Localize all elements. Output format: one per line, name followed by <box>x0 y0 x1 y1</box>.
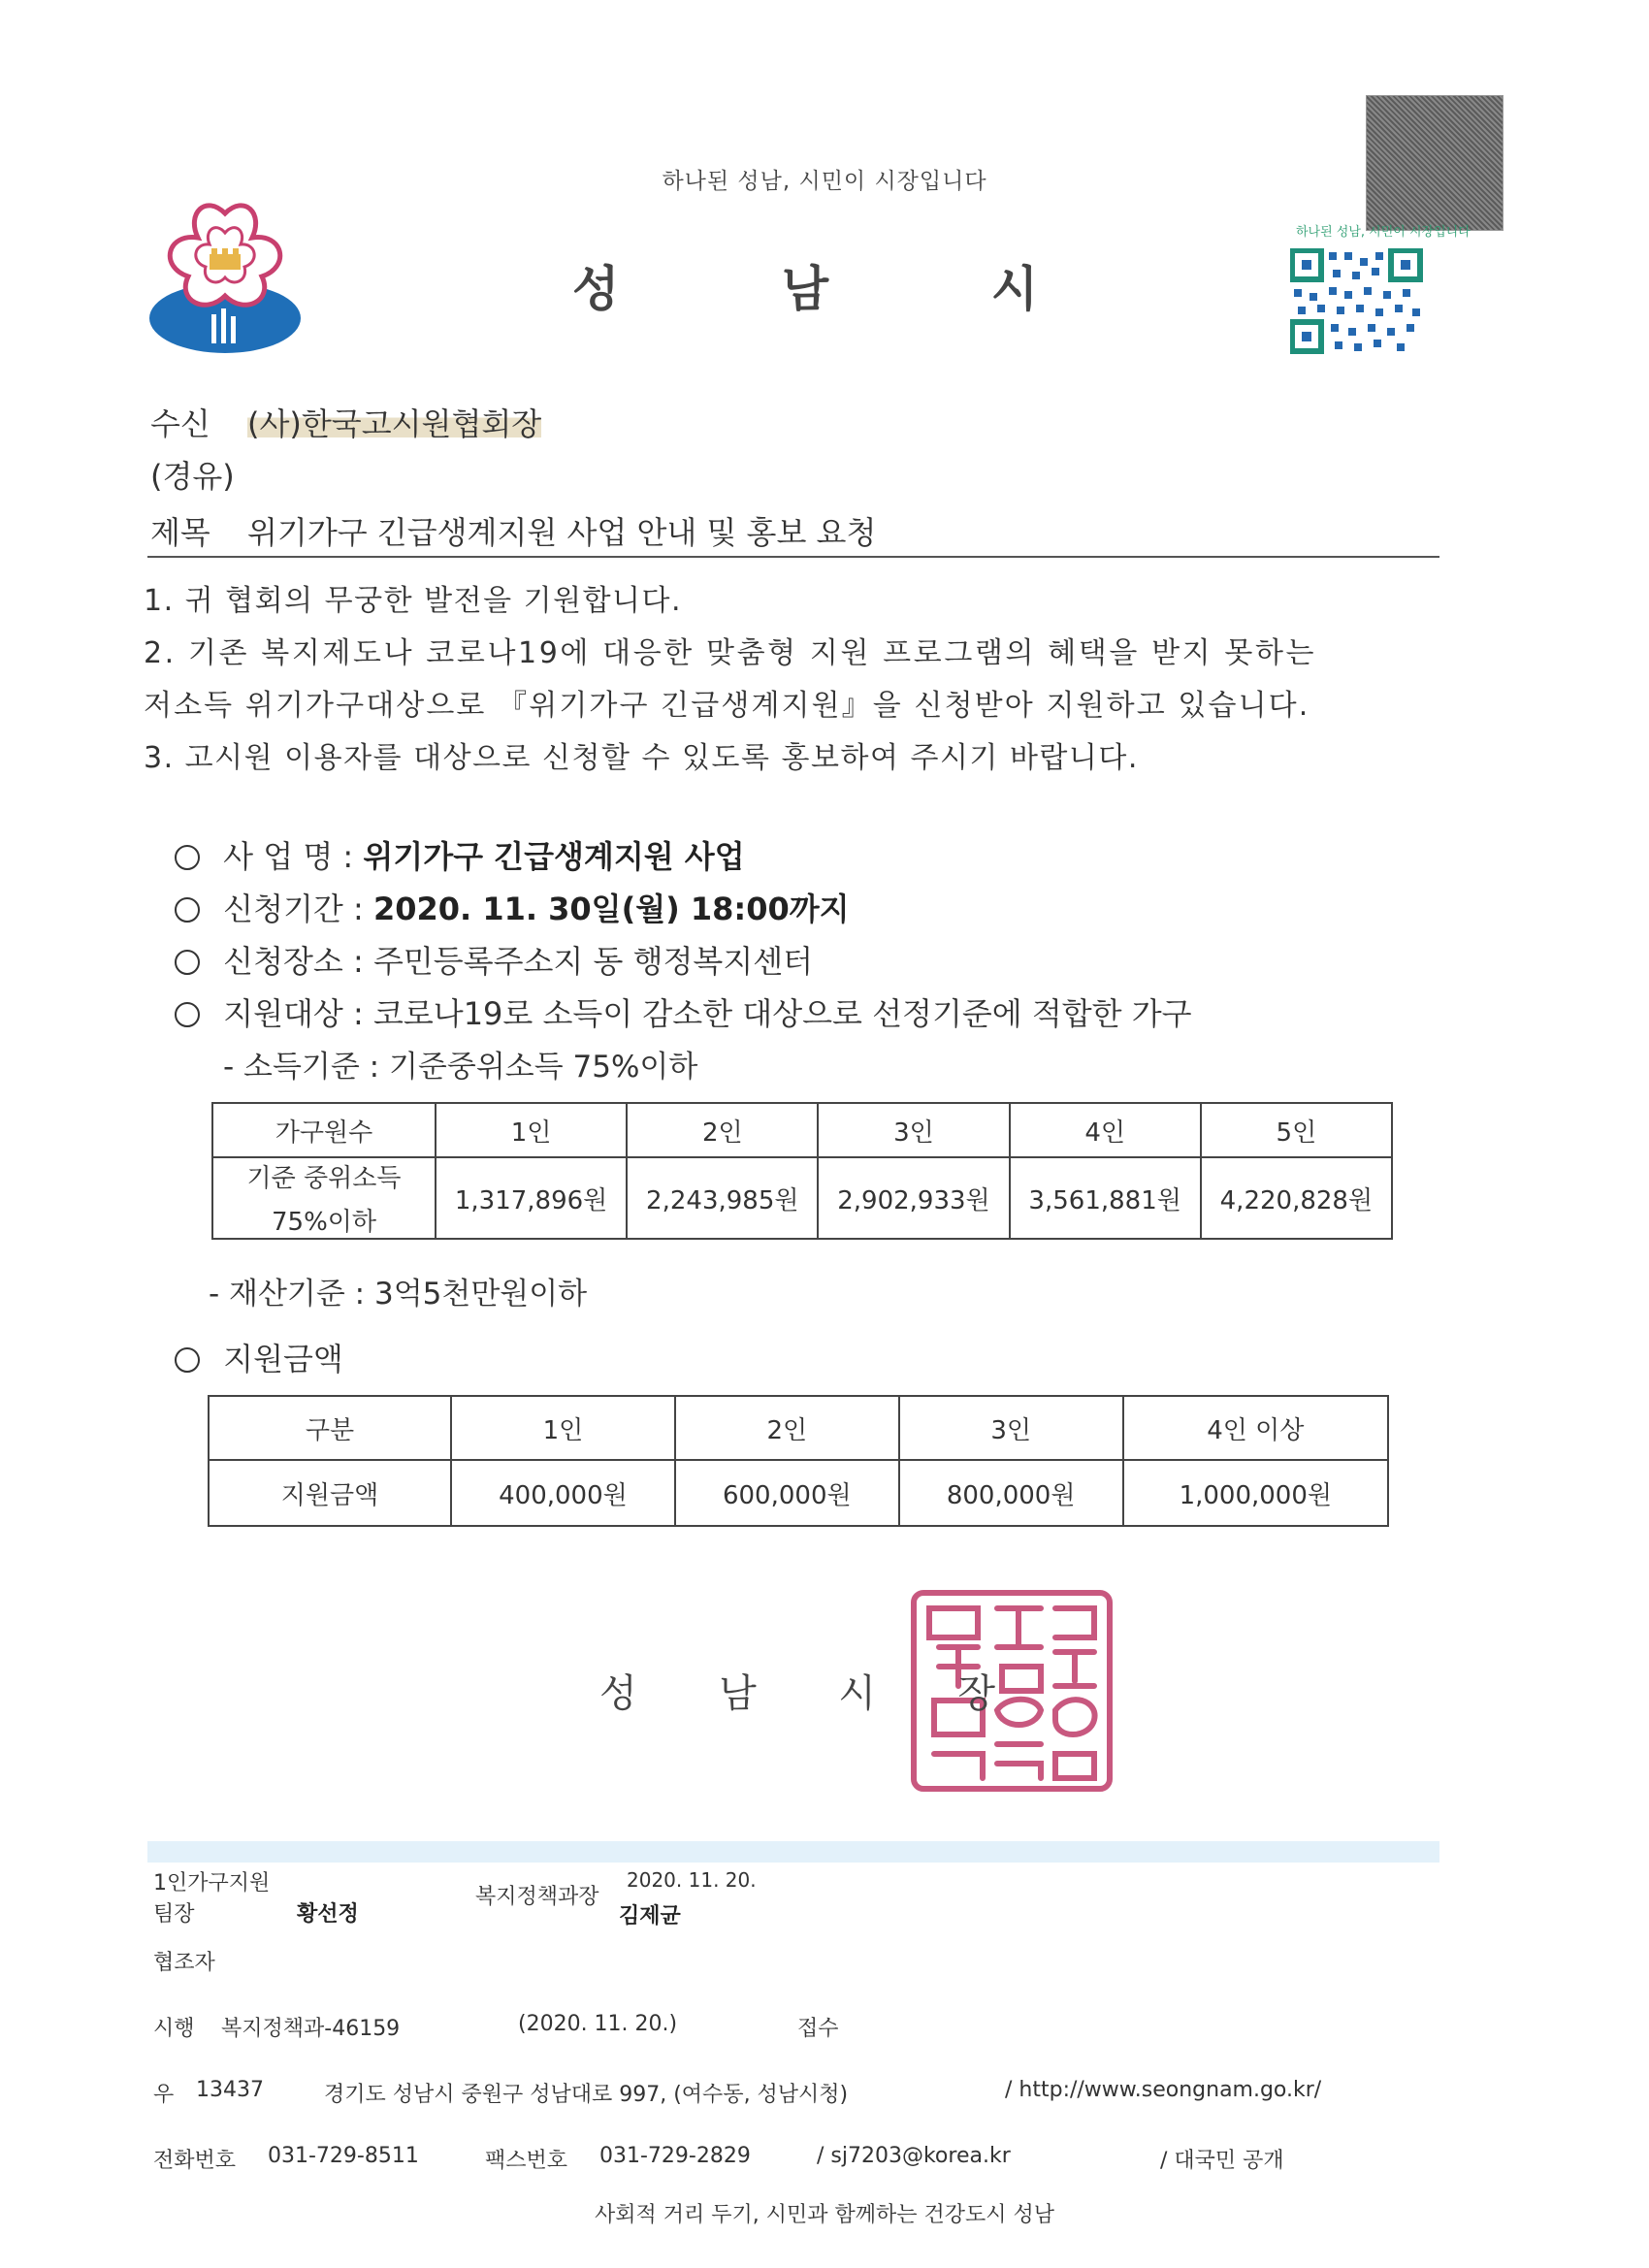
row-label-line: 기준 중위소득 <box>246 1164 402 1193</box>
item-business-name <box>175 832 745 877</box>
table-row <box>212 1157 1392 1239</box>
campaign-slogan: 사회적 거리 두기, 시민과 함께하는 건강도시 성남 <box>595 2203 1054 2227</box>
table-cell: 1,317,896원 <box>436 1157 627 1239</box>
item-value: 위기가구 긴급생계지원 사업 <box>363 838 745 875</box>
item-value: 코로나19로 소득이 감소한 대상으로 선정기준에 적합한 가구 <box>372 995 1192 1032</box>
website-link[interactable]: / http://www.seongnam.go.kr/ <box>1005 2078 1322 2102</box>
qr-code-icon <box>1290 248 1424 355</box>
signer-char: 남 <box>719 1671 757 1716</box>
table-cell: 2인 <box>675 1396 899 1460</box>
subject-row <box>150 508 876 553</box>
dept-head-name <box>619 1899 681 1929</box>
barcode-image <box>1366 95 1504 231</box>
table-row <box>209 1396 1388 1460</box>
team-label: 1인가구지원 <box>153 1871 271 1895</box>
table-row <box>212 1103 1392 1157</box>
table-cell: 구분 <box>209 1396 451 1460</box>
table-cell <box>212 1157 436 1239</box>
table-cell: 4인 <box>1010 1103 1201 1157</box>
income-table <box>211 1102 1393 1240</box>
postal-code: 13437 <box>196 2078 264 2102</box>
asset-criteria-value: 3억5천만원이하 <box>373 1277 588 1312</box>
disclosure-type: / 대국민 공개 <box>1160 2149 1284 2173</box>
team-lead-label: 팀장 <box>153 1902 195 1927</box>
item-label: 신청장소 : <box>223 943 364 980</box>
row-label-line: 75%이하 <box>271 1208 377 1237</box>
item-label: 신청기간 : <box>223 891 364 927</box>
table-cell: 400,000원 <box>451 1460 675 1526</box>
table-cell: 지원금액 <box>209 1460 451 1526</box>
table-row <box>209 1460 1388 1526</box>
table-cell: 1인 <box>436 1103 627 1157</box>
item-application-period <box>175 885 850 929</box>
fax-number: 031-729-2829 <box>599 2144 751 2168</box>
phone-number: 031-729-8511 <box>268 2144 419 2168</box>
receipt-label: 접수 <box>797 2017 839 2041</box>
item-label: 사 업 명 : <box>223 838 354 875</box>
city-title-char: 시 <box>990 261 1038 317</box>
asset-criteria <box>209 1269 587 1312</box>
table-cell: 5인 <box>1201 1103 1392 1157</box>
amount-table <box>208 1395 1389 1527</box>
via-row <box>150 452 235 497</box>
table-cell: 800,000원 <box>899 1460 1123 1526</box>
body-paragraph-2b: 저소득 위기가구대상으로 『위기가구 긴급생계지원』을 신청받아 지원하고 있습니다. <box>144 689 1310 723</box>
item-value: 주민등록주소지 동 행정복지센터 <box>372 943 814 980</box>
signer-char: 장 <box>957 1671 995 1716</box>
body-paragraph-2a: 2. 기존 복지제도나 코로나19에 대응한 맞춤형 지원 프로그램의 혜택을 받지 못하는 <box>144 636 1317 670</box>
city-title-char: 남 <box>781 261 829 317</box>
address: 경기도 성남시 중원구 성남대로 997, (여수동, 성남시청) <box>324 2083 849 2107</box>
item-support-target <box>175 989 1192 1034</box>
via-label: (경유) <box>150 458 235 495</box>
dept-head-label: 복지정책과장 <box>475 1885 599 1909</box>
city-title-char: 성 <box>572 261 620 317</box>
qr-caption: 하나된 성남, 시민이 시장입니다 <box>1296 225 1471 240</box>
email-link[interactable]: / sj7203@korea.kr <box>817 2144 1011 2168</box>
item-value: 2020. 11. 30일(월) 18:00까지 <box>372 891 850 927</box>
table-cell: 600,000원 <box>675 1460 899 1526</box>
income-criteria-value: 기준중위소득 75%이하 <box>388 1050 698 1085</box>
footer-band <box>147 1841 1439 1863</box>
signer-char: 시 <box>838 1671 876 1716</box>
table-cell: 2,243,985원 <box>627 1157 818 1239</box>
signer-char: 성 <box>599 1671 637 1716</box>
table-cell: 1,000,000원 <box>1123 1460 1388 1526</box>
enforce-date: (2020. 11. 20.) <box>518 2012 678 2036</box>
enforce-label: 시행 <box>153 2017 195 2041</box>
phone-label: 전화번호 <box>153 2149 237 2173</box>
circle-bullet-icon <box>175 950 200 975</box>
circle-bullet-icon <box>175 897 200 923</box>
signer-title <box>599 1663 995 1718</box>
body-paragraph-1: 1. 귀 협회의 무궁한 발전을 기원합니다. <box>144 584 683 618</box>
income-criteria-label: - 소득기준 : <box>223 1050 380 1085</box>
enforce-number: 복지정책과-46159 <box>221 2017 401 2041</box>
recipient-value: (사)한국고시원협회장 <box>247 400 541 444</box>
table-cell: 3인 <box>818 1103 1009 1157</box>
approval-date: 2020. 11. 20. <box>627 1868 757 1892</box>
table-cell: 3인 <box>899 1396 1123 1460</box>
table-cell: 3,561,881원 <box>1010 1157 1201 1239</box>
dept-head-name-text: 김제균 <box>619 1904 681 1928</box>
cooperator-label: 협조자 <box>153 1951 215 1975</box>
fax-label: 팩스번호 <box>485 2149 568 2173</box>
circle-bullet-icon <box>175 845 200 870</box>
item-label: 지원금액 <box>223 1341 343 1377</box>
circle-bullet-icon <box>175 1002 200 1027</box>
item-label: 지원대상 : <box>223 995 364 1032</box>
team-lead-name <box>297 1897 359 1928</box>
body-paragraph-3: 3. 고시원 이용자를 대상으로 신청할 수 있도록 홍보하여 주시기 바랍니다. <box>144 741 1139 775</box>
item-support-amount <box>175 1335 343 1379</box>
circle-bullet-icon <box>175 1347 200 1373</box>
asset-criteria-label: - 재산기준 : <box>209 1277 366 1312</box>
subject-divider <box>147 556 1439 558</box>
table-cell: 가구원수 <box>212 1103 436 1157</box>
income-criteria <box>223 1042 697 1085</box>
slogan: 하나된 성남, 시민이 시장입니다 <box>662 169 987 194</box>
recipient-label: 수신 <box>150 405 210 442</box>
table-cell: 4,220,828원 <box>1201 1157 1392 1239</box>
team-lead-name-text: 황선정 <box>297 1902 359 1927</box>
seongnam-city-logo <box>147 194 303 359</box>
table-cell: 4인 이상 <box>1123 1396 1388 1460</box>
city-title <box>572 250 1038 320</box>
recipient-row <box>150 400 541 444</box>
table-cell: 2인 <box>627 1103 818 1157</box>
table-cell: 2,902,933원 <box>818 1157 1009 1239</box>
postal-label: 우 <box>153 2083 175 2107</box>
item-application-place <box>175 937 813 982</box>
subject-value: 위기가구 긴급생계지원 사업 안내 및 홍보 요청 <box>247 514 877 551</box>
table-cell: 1인 <box>451 1396 675 1460</box>
subject-label: 제목 <box>150 514 210 551</box>
